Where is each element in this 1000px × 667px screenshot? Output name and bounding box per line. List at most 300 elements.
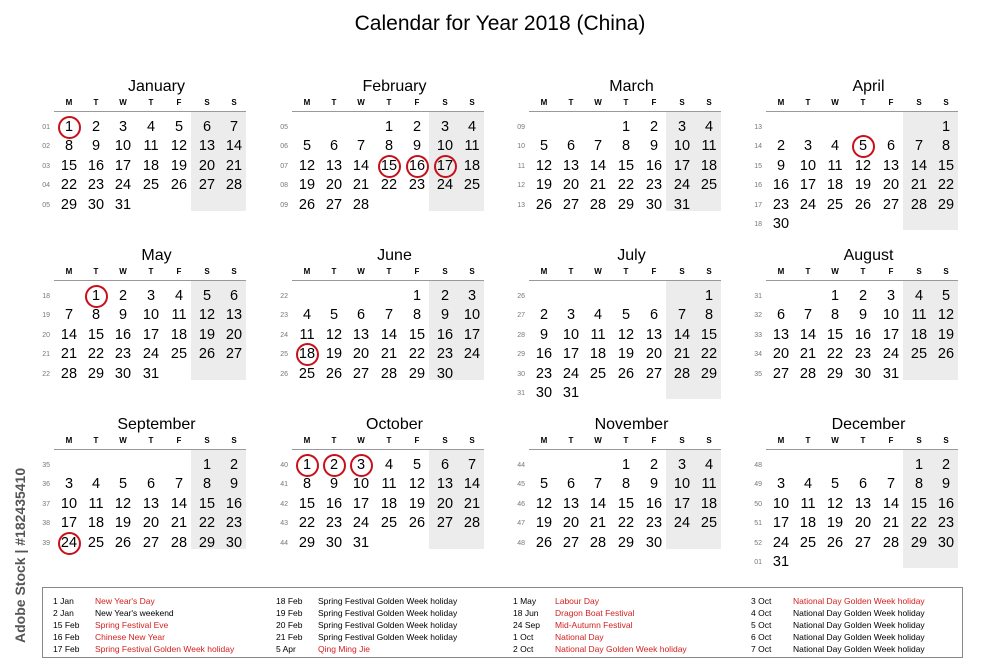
day-cell[interactable]: 5 xyxy=(539,138,549,155)
day-cell[interactable]: 4 xyxy=(146,119,156,135)
day-cell[interactable]: 30 xyxy=(325,534,343,551)
day-cell[interactable]: 7 xyxy=(229,119,239,135)
day-cell[interactable]: 25 xyxy=(298,365,316,382)
day-cell[interactable]: 8 xyxy=(621,476,631,493)
day-cell[interactable]: 13 xyxy=(882,157,900,174)
day-cell[interactable]: 21 xyxy=(910,177,928,194)
day-cell[interactable]: 14 xyxy=(799,326,817,343)
day-cell[interactable]: 5 xyxy=(302,138,312,155)
day-cell[interactable]: 28 xyxy=(799,365,817,382)
day-cell[interactable]: 7 xyxy=(174,476,184,493)
day-cell[interactable]: 21 xyxy=(225,157,243,174)
day-cell[interactable]: 3 xyxy=(118,119,128,135)
day-cell[interactable]: 17 xyxy=(352,495,370,512)
day-cell[interactable]: 22 xyxy=(617,515,635,532)
day-cell[interactable]: 31 xyxy=(882,365,900,382)
day-cell[interactable]: 14 xyxy=(60,326,78,343)
day-cell[interactable]: 6 xyxy=(566,476,576,493)
day-cell[interactable]: 7 xyxy=(64,307,74,324)
day-cell[interactable]: 5 xyxy=(830,476,840,493)
day-cell[interactable]: 6 xyxy=(858,476,868,493)
day-cell[interactable]: 9 xyxy=(649,476,659,493)
day-cell[interactable]: 21 xyxy=(463,495,481,512)
day-cell[interactable]: 6 xyxy=(202,119,212,135)
day-cell[interactable]: 7 xyxy=(677,307,687,324)
day-cell[interactable]: 13 xyxy=(854,495,872,512)
day-cell[interactable]: 17 xyxy=(142,326,160,343)
day-cell[interactable]: 5 xyxy=(174,119,184,135)
day-cell[interactable]: 10 xyxy=(562,326,580,343)
day-cell[interactable]: 5 xyxy=(329,307,339,324)
day-cell[interactable]: 25 xyxy=(589,365,607,382)
day-cell[interactable]: 24 xyxy=(114,177,132,194)
day-cell[interactable]: 17 xyxy=(673,495,691,512)
day-cell[interactable]: 28 xyxy=(882,534,900,551)
day-cell[interactable]: 30 xyxy=(937,534,955,551)
day-cell[interactable]: 14 xyxy=(673,326,691,343)
day-cell[interactable]: 13 xyxy=(772,326,790,343)
day-cell[interactable]: 3 xyxy=(803,138,813,155)
day-cell[interactable]: 22 xyxy=(700,346,718,363)
day-cell[interactable]: 20 xyxy=(325,177,343,194)
day-cell[interactable]: 28 xyxy=(60,365,78,382)
day-cell[interactable]: 2 xyxy=(776,138,786,155)
day-cell[interactable]: 20 xyxy=(562,177,580,194)
day-cell[interactable]: 8 xyxy=(941,138,951,155)
day-cell[interactable]: 24 xyxy=(60,534,78,551)
day-cell[interactable]: 29 xyxy=(408,365,426,382)
day-cell[interactable]: 7 xyxy=(384,307,394,324)
day-cell[interactable]: 31 xyxy=(772,554,790,570)
day-cell[interactable]: 13 xyxy=(562,157,580,174)
day-cell[interactable]: 23 xyxy=(114,346,132,363)
day-cell[interactable]: 12 xyxy=(535,495,553,512)
day-cell[interactable]: 29 xyxy=(617,534,635,551)
day-cell[interactable]: 14 xyxy=(463,476,481,493)
day-cell[interactable]: 24 xyxy=(799,196,817,213)
day-cell[interactable]: 6 xyxy=(566,138,576,155)
day-cell[interactable]: 11 xyxy=(88,495,104,512)
day-cell[interactable]: 31 xyxy=(673,196,691,213)
day-cell[interactable]: 24 xyxy=(673,177,691,194)
day-cell[interactable]: 19 xyxy=(198,326,216,343)
day-cell[interactable]: 27 xyxy=(325,196,343,213)
day-cell[interactable]: 16 xyxy=(408,157,426,174)
day-cell[interactable]: 2 xyxy=(539,307,549,324)
day-cell[interactable]: 3 xyxy=(677,457,687,473)
day-cell[interactable]: 30 xyxy=(645,534,663,551)
day-cell[interactable]: 6 xyxy=(886,138,896,155)
day-cell[interactable]: 3 xyxy=(64,476,74,493)
day-cell[interactable]: 27 xyxy=(882,196,900,213)
day-cell[interactable]: 25 xyxy=(142,177,160,194)
day-cell[interactable]: 18 xyxy=(380,495,398,512)
day-cell[interactable]: 26 xyxy=(937,346,955,363)
day-cell[interactable]: 14 xyxy=(882,495,900,512)
day-cell[interactable]: 11 xyxy=(827,157,843,174)
day-cell[interactable]: 19 xyxy=(854,177,872,194)
day-cell[interactable]: 2 xyxy=(649,119,659,135)
day-cell[interactable]: 26 xyxy=(408,515,426,532)
day-cell[interactable]: 14 xyxy=(380,326,398,343)
day-cell[interactable]: 26 xyxy=(114,534,132,551)
day-cell[interactable]: 5 xyxy=(941,288,951,304)
day-cell[interactable]: 23 xyxy=(535,365,553,382)
day-cell[interactable]: 4 xyxy=(467,119,477,135)
day-cell[interactable]: 19 xyxy=(298,177,316,194)
day-cell[interactable]: 26 xyxy=(535,534,553,551)
day-cell[interactable]: 12 xyxy=(617,326,635,343)
day-cell[interactable]: 16 xyxy=(772,177,790,194)
day-cell[interactable]: 9 xyxy=(941,476,951,493)
day-cell[interactable]: 20 xyxy=(645,346,663,363)
day-cell[interactable]: 22 xyxy=(910,515,928,532)
day-cell[interactable]: 22 xyxy=(617,177,635,194)
day-cell[interactable]: 30 xyxy=(225,534,243,551)
day-cell[interactable]: 3 xyxy=(467,288,477,304)
day-cell[interactable]: 20 xyxy=(225,326,243,343)
day-cell[interactable]: 2 xyxy=(941,457,951,473)
day-cell[interactable]: 12 xyxy=(408,476,426,493)
day-cell[interactable]: 13 xyxy=(352,326,370,343)
day-cell[interactable]: 3 xyxy=(356,457,366,473)
day-cell[interactable]: 10 xyxy=(673,138,691,155)
day-cell[interactable]: 18 xyxy=(142,157,160,174)
day-cell[interactable]: 12 xyxy=(298,157,316,174)
day-cell[interactable]: 23 xyxy=(645,177,663,194)
day-cell[interactable]: 6 xyxy=(329,138,339,155)
day-cell[interactable]: 20 xyxy=(352,346,370,363)
day-cell[interactable]: 12 xyxy=(937,307,955,324)
day-cell[interactable]: 20 xyxy=(436,495,454,512)
day-cell[interactable]: 20 xyxy=(772,346,790,363)
day-cell[interactable]: 9 xyxy=(649,138,659,155)
day-cell[interactable]: 6 xyxy=(649,307,659,324)
day-cell[interactable]: 8 xyxy=(64,138,74,155)
day-cell[interactable]: 30 xyxy=(535,385,553,401)
day-cell[interactable]: 17 xyxy=(436,157,454,174)
day-cell[interactable]: 3 xyxy=(776,476,786,493)
day-cell[interactable]: 26 xyxy=(170,177,188,194)
day-cell[interactable]: 4 xyxy=(704,119,714,135)
day-cell[interactable]: 30 xyxy=(114,365,132,382)
day-cell[interactable]: 19 xyxy=(937,326,955,343)
day-cell[interactable]: 12 xyxy=(325,326,343,343)
day-cell[interactable]: 4 xyxy=(384,457,394,473)
day-cell[interactable]: 16 xyxy=(535,346,553,363)
day-cell[interactable]: 19 xyxy=(826,515,844,532)
day-cell[interactable]: 11 xyxy=(299,326,315,343)
day-cell[interactable]: 8 xyxy=(91,307,101,324)
day-cell[interactable]: 16 xyxy=(225,495,243,512)
day-cell[interactable]: 25 xyxy=(170,346,188,363)
day-cell[interactable]: 26 xyxy=(298,196,316,213)
day-cell[interactable]: 29 xyxy=(298,534,316,551)
day-cell[interactable]: 29 xyxy=(617,196,635,213)
day-cell[interactable]: 27 xyxy=(436,515,454,532)
day-cell[interactable]: 18 xyxy=(910,326,928,343)
day-cell[interactable]: 26 xyxy=(854,196,872,213)
day-cell[interactable]: 5 xyxy=(118,476,128,493)
day-cell[interactable]: 12 xyxy=(198,307,216,324)
day-cell[interactable]: 7 xyxy=(914,138,924,155)
day-cell[interactable]: 18 xyxy=(298,346,316,363)
day-cell[interactable]: 14 xyxy=(910,157,928,174)
day-cell[interactable]: 27 xyxy=(142,534,160,551)
day-cell[interactable]: 1 xyxy=(941,119,951,135)
day-cell[interactable]: 5 xyxy=(202,288,212,304)
day-cell[interactable]: 27 xyxy=(198,177,216,194)
day-cell[interactable]: 25 xyxy=(87,534,105,551)
day-cell[interactable]: 9 xyxy=(858,307,868,324)
day-cell[interactable]: 11 xyxy=(171,307,187,324)
day-cell[interactable]: 29 xyxy=(700,365,718,382)
day-cell[interactable]: 31 xyxy=(352,534,370,551)
day-cell[interactable]: 28 xyxy=(589,534,607,551)
day-cell[interactable]: 11 xyxy=(800,495,816,512)
day-cell[interactable]: 13 xyxy=(645,326,663,343)
day-cell[interactable]: 21 xyxy=(352,177,370,194)
day-cell[interactable]: 1 xyxy=(704,288,714,304)
day-cell[interactable]: 24 xyxy=(673,515,691,532)
day-cell[interactable]: 8 xyxy=(914,476,924,493)
day-cell[interactable]: 25 xyxy=(799,534,817,551)
day-cell[interactable]: 29 xyxy=(826,365,844,382)
day-cell[interactable]: 10 xyxy=(114,138,132,155)
day-cell[interactable]: 20 xyxy=(142,515,160,532)
day-cell[interactable]: 11 xyxy=(464,138,480,155)
day-cell[interactable]: 21 xyxy=(673,346,691,363)
day-cell[interactable]: 6 xyxy=(776,307,786,324)
day-cell[interactable]: 26 xyxy=(325,365,343,382)
day-cell[interactable]: 4 xyxy=(803,476,813,493)
day-cell[interactable]: 19 xyxy=(325,346,343,363)
day-cell[interactable]: 23 xyxy=(645,515,663,532)
day-cell[interactable]: 1 xyxy=(202,457,212,473)
day-cell[interactable]: 2 xyxy=(858,288,868,304)
day-cell[interactable]: 26 xyxy=(198,346,216,363)
day-cell[interactable]: 18 xyxy=(700,495,718,512)
day-cell[interactable]: 23 xyxy=(325,515,343,532)
day-cell[interactable]: 9 xyxy=(412,138,422,155)
day-cell[interactable]: 15 xyxy=(937,157,955,174)
day-cell[interactable]: 13 xyxy=(562,495,580,512)
day-cell[interactable]: 21 xyxy=(60,346,78,363)
day-cell[interactable]: 23 xyxy=(87,177,105,194)
day-cell[interactable]: 15 xyxy=(87,326,105,343)
day-cell[interactable]: 19 xyxy=(535,515,553,532)
day-cell[interactable]: 13 xyxy=(325,157,343,174)
day-cell[interactable]: 28 xyxy=(910,196,928,213)
day-cell[interactable]: 28 xyxy=(673,365,691,382)
day-cell[interactable]: 23 xyxy=(937,515,955,532)
day-cell[interactable]: 3 xyxy=(440,119,450,135)
day-cell[interactable]: 15 xyxy=(298,495,316,512)
day-cell[interactable]: 11 xyxy=(381,476,397,493)
day-cell[interactable]: 17 xyxy=(60,515,78,532)
day-cell[interactable]: 10 xyxy=(799,157,817,174)
day-cell[interactable]: 20 xyxy=(854,515,872,532)
day-cell[interactable]: 31 xyxy=(142,365,160,382)
day-cell[interactable]: 7 xyxy=(886,476,896,493)
day-cell[interactable]: 22 xyxy=(826,346,844,363)
day-cell[interactable]: 16 xyxy=(114,326,132,343)
day-cell[interactable]: 24 xyxy=(772,534,790,551)
day-cell[interactable]: 10 xyxy=(60,495,78,512)
day-cell[interactable]: 6 xyxy=(146,476,156,493)
day-cell[interactable]: 17 xyxy=(562,346,580,363)
day-cell[interactable]: 8 xyxy=(202,476,212,493)
day-cell[interactable]: 17 xyxy=(463,326,481,343)
day-cell[interactable]: 15 xyxy=(408,326,426,343)
day-cell[interactable]: 9 xyxy=(539,326,549,343)
day-cell[interactable]: 8 xyxy=(384,138,394,155)
day-cell[interactable]: 3 xyxy=(886,288,896,304)
day-cell[interactable]: 14 xyxy=(589,157,607,174)
day-cell[interactable]: 6 xyxy=(356,307,366,324)
day-cell[interactable]: 15 xyxy=(910,495,928,512)
day-cell[interactable]: 27 xyxy=(352,365,370,382)
day-cell[interactable]: 30 xyxy=(772,216,790,232)
day-cell[interactable]: 11 xyxy=(143,138,159,155)
day-cell[interactable]: 28 xyxy=(170,534,188,551)
day-cell[interactable]: 23 xyxy=(854,346,872,363)
day-cell[interactable]: 25 xyxy=(380,515,398,532)
day-cell[interactable]: 21 xyxy=(589,177,607,194)
day-cell[interactable]: 5 xyxy=(621,307,631,324)
day-cell[interactable]: 7 xyxy=(467,457,477,473)
day-cell[interactable]: 2 xyxy=(229,457,239,473)
day-cell[interactable]: 11 xyxy=(701,138,717,155)
day-cell[interactable]: 24 xyxy=(436,177,454,194)
day-cell[interactable]: 8 xyxy=(302,476,312,493)
day-cell[interactable]: 26 xyxy=(535,196,553,213)
day-cell[interactable]: 19 xyxy=(617,346,635,363)
day-cell[interactable]: 18 xyxy=(589,346,607,363)
day-cell[interactable]: 29 xyxy=(60,196,78,213)
day-cell[interactable]: 14 xyxy=(589,495,607,512)
day-cell[interactable]: 22 xyxy=(87,346,105,363)
day-cell[interactable]: 12 xyxy=(854,157,872,174)
day-cell[interactable]: 30 xyxy=(645,196,663,213)
day-cell[interactable]: 7 xyxy=(593,476,603,493)
day-cell[interactable]: 22 xyxy=(198,515,216,532)
day-cell[interactable]: 4 xyxy=(174,288,184,304)
day-cell[interactable]: 14 xyxy=(170,495,188,512)
day-cell[interactable]: 17 xyxy=(673,157,691,174)
day-cell[interactable]: 1 xyxy=(91,288,101,304)
day-cell[interactable]: 13 xyxy=(436,476,454,493)
day-cell[interactable]: 15 xyxy=(700,326,718,343)
day-cell[interactable]: 16 xyxy=(645,495,663,512)
day-cell[interactable]: 22 xyxy=(298,515,316,532)
day-cell[interactable]: 27 xyxy=(562,534,580,551)
day-cell[interactable]: 27 xyxy=(225,346,243,363)
day-cell[interactable]: 3 xyxy=(146,288,156,304)
day-cell[interactable]: 9 xyxy=(776,157,786,174)
day-cell[interactable]: 7 xyxy=(356,138,366,155)
day-cell[interactable]: 1 xyxy=(64,119,74,135)
day-cell[interactable]: 24 xyxy=(142,346,160,363)
day-cell[interactable]: 2 xyxy=(412,119,422,135)
day-cell[interactable]: 18 xyxy=(700,157,718,174)
day-cell[interactable]: 5 xyxy=(858,138,868,155)
day-cell[interactable]: 20 xyxy=(882,177,900,194)
day-cell[interactable]: 25 xyxy=(700,177,718,194)
day-cell[interactable]: 19 xyxy=(408,495,426,512)
day-cell[interactable]: 1 xyxy=(621,457,631,473)
day-cell[interactable]: 11 xyxy=(911,307,927,324)
day-cell[interactable]: 15 xyxy=(60,157,78,174)
day-cell[interactable]: 30 xyxy=(854,365,872,382)
day-cell[interactable]: 15 xyxy=(380,157,398,174)
day-cell[interactable]: 13 xyxy=(198,138,216,155)
day-cell[interactable]: 11 xyxy=(701,476,717,493)
day-cell[interactable]: 29 xyxy=(910,534,928,551)
day-cell[interactable]: 27 xyxy=(772,365,790,382)
day-cell[interactable]: 25 xyxy=(910,346,928,363)
day-cell[interactable]: 29 xyxy=(937,196,955,213)
day-cell[interactable]: 25 xyxy=(826,196,844,213)
day-cell[interactable]: 18 xyxy=(170,326,188,343)
day-cell[interactable]: 4 xyxy=(914,288,924,304)
day-cell[interactable]: 16 xyxy=(325,495,343,512)
day-cell[interactable]: 21 xyxy=(380,346,398,363)
day-cell[interactable]: 8 xyxy=(830,307,840,324)
day-cell[interactable]: 21 xyxy=(799,346,817,363)
day-cell[interactable]: 18 xyxy=(799,515,817,532)
day-cell[interactable]: 4 xyxy=(302,307,312,324)
day-cell[interactable]: 10 xyxy=(142,307,160,324)
day-cell[interactable]: 27 xyxy=(562,196,580,213)
day-cell[interactable]: 17 xyxy=(114,157,132,174)
day-cell[interactable]: 2 xyxy=(440,288,450,304)
day-cell[interactable]: 20 xyxy=(562,515,580,532)
day-cell[interactable]: 10 xyxy=(352,476,370,493)
day-cell[interactable]: 15 xyxy=(617,157,635,174)
day-cell[interactable]: 9 xyxy=(229,476,239,493)
day-cell[interactable]: 17 xyxy=(882,326,900,343)
day-cell[interactable]: 8 xyxy=(704,307,714,324)
day-cell[interactable]: 10 xyxy=(463,307,481,324)
day-cell[interactable]: 2 xyxy=(329,457,339,473)
day-cell[interactable]: 22 xyxy=(380,177,398,194)
day-cell[interactable]: 22 xyxy=(408,346,426,363)
day-cell[interactable]: 22 xyxy=(937,177,955,194)
day-cell[interactable]: 15 xyxy=(617,495,635,512)
day-cell[interactable]: 24 xyxy=(882,346,900,363)
day-cell[interactable]: 12 xyxy=(170,138,188,155)
day-cell[interactable]: 21 xyxy=(170,515,188,532)
day-cell[interactable]: 20 xyxy=(198,157,216,174)
day-cell[interactable]: 5 xyxy=(412,457,422,473)
day-cell[interactable]: 7 xyxy=(803,307,813,324)
day-cell[interactable]: 10 xyxy=(436,138,454,155)
day-cell[interactable]: 26 xyxy=(826,534,844,551)
day-cell[interactable]: 9 xyxy=(440,307,450,324)
day-cell[interactable]: 30 xyxy=(87,196,105,213)
day-cell[interactable]: 9 xyxy=(91,138,101,155)
day-cell[interactable]: 17 xyxy=(772,515,790,532)
day-cell[interactable]: 10 xyxy=(673,476,691,493)
day-cell[interactable]: 18 xyxy=(463,157,481,174)
day-cell[interactable]: 28 xyxy=(225,177,243,194)
day-cell[interactable]: 9 xyxy=(118,307,128,324)
day-cell[interactable]: 1 xyxy=(914,457,924,473)
day-cell[interactable]: 29 xyxy=(87,365,105,382)
day-cell[interactable]: 21 xyxy=(589,515,607,532)
day-cell[interactable]: 4 xyxy=(704,457,714,473)
